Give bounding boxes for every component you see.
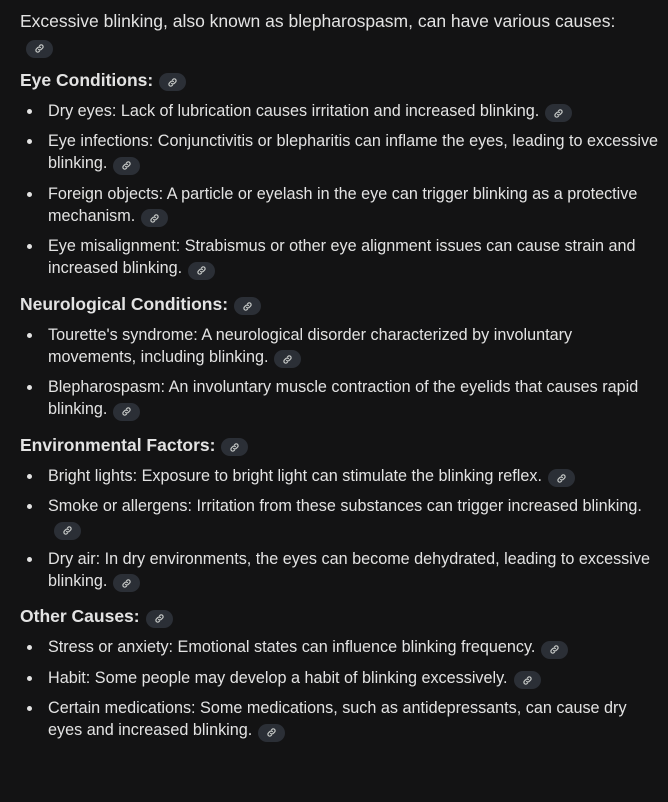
list-item-text: Dry eyes: Lack of lubrication causes irritation and increased blinking. — [48, 101, 540, 120]
intro-text: Excessive blinking, also known as blepharospasm, can have various causes: — [20, 11, 616, 31]
list-item — [20, 376, 660, 421]
section-heading — [20, 68, 660, 92]
list-item — [20, 465, 660, 488]
list-item-text: Stress or anxiety: Emotional states can influence blinking frequency. — [48, 638, 536, 656]
section-environmental-factors — [20, 433, 660, 593]
link-icon — [266, 727, 277, 738]
citation-link-button[interactable] — [514, 671, 541, 689]
link-icon — [196, 265, 207, 276]
list-item-text: Eye infections: Conjunctivitis or blepharitis can inflame the eyes, leading to excessive blinking. — [48, 132, 659, 172]
list-item-text: Eye misalignment: Strabismus or other eye alignment issues can cause strain and increased blinking. — [48, 237, 636, 277]
list-item — [20, 697, 660, 742]
citation-link-button[interactable] — [258, 724, 285, 742]
link-icon — [121, 578, 132, 589]
citation-link-button[interactable] — [146, 610, 173, 628]
citation-link-button[interactable] — [274, 350, 301, 368]
link-icon — [34, 43, 45, 54]
list-item-text: Bright lights: Exposure to bright light can stimulate the blinking reflex. — [48, 466, 542, 485]
section-heading — [20, 433, 660, 457]
link-icon — [242, 301, 253, 312]
citation-link-button[interactable] — [113, 574, 140, 592]
section-heading-text: Other Causes: — [20, 606, 140, 626]
citation-link-button[interactable] — [113, 403, 140, 421]
bullet-list — [20, 465, 660, 593]
link-icon — [556, 473, 567, 484]
list-item-text: Smoke or allergens: Irritation from these substances can trigger increased blinking. — [48, 497, 642, 515]
section-eye-conditions — [20, 68, 660, 280]
citation-link-button[interactable] — [545, 104, 572, 122]
list-item — [20, 130, 660, 175]
link-icon — [282, 354, 293, 365]
link-icon — [549, 644, 560, 655]
link-icon — [62, 525, 73, 536]
bullet-list — [20, 100, 660, 280]
section-heading — [20, 292, 660, 316]
list-item-text: Dry air: In dry environments, the eyes can become dehydrated, leading to excessive blinking. — [48, 549, 650, 590]
link-icon — [229, 442, 240, 453]
list-item — [20, 636, 660, 659]
link-icon — [149, 213, 160, 224]
link-icon — [121, 160, 132, 171]
intro-paragraph — [20, 9, 620, 58]
list-item-text: Habit: Some people may develop a habit of blinking excessively. — [48, 668, 508, 687]
list-item — [20, 324, 660, 369]
list-item-text: Foreign objects: A particle or eyelash in the eye can trigger blinking as a protective mechanism. — [48, 184, 638, 225]
list-item — [20, 495, 660, 540]
link-icon — [553, 108, 564, 119]
list-item — [20, 100, 660, 123]
section-other-causes — [20, 604, 660, 742]
list-item-text: Certain medications: Some medications, such as antidepressants, can cause dry eyes and increased blinking. — [48, 699, 627, 739]
list-item-text: Tourette's syndrome: A neurological disorder characterized by involuntary movements, including blinking. — [48, 325, 573, 366]
list-item-text: Blepharospasm: An involuntary muscle contraction of the eyelids that causes rapid blinking. — [48, 378, 639, 418]
citation-link-button[interactable] — [541, 641, 568, 659]
citation-link-button[interactable] — [221, 438, 248, 456]
citation-link-button[interactable] — [234, 297, 261, 315]
section-heading-text: Environmental Factors: — [20, 434, 216, 455]
section-neurological-conditions — [20, 292, 660, 421]
citation-link-button[interactable] — [188, 262, 215, 280]
section-heading-text: Neurological Conditions: — [20, 293, 229, 314]
bullet-list — [20, 636, 660, 742]
link-icon — [522, 675, 533, 686]
bullet-list — [20, 324, 660, 421]
list-item — [20, 667, 660, 690]
response-content — [20, 9, 660, 754]
list-item — [20, 548, 660, 593]
section-heading — [20, 604, 660, 628]
list-item — [20, 183, 660, 228]
citation-link-button[interactable] — [141, 209, 168, 227]
link-icon — [167, 77, 178, 88]
citation-link-button[interactable] — [113, 157, 140, 175]
citation-link-button[interactable] — [54, 522, 81, 540]
list-item — [20, 235, 660, 280]
citation-link-button[interactable] — [26, 40, 53, 58]
link-icon — [121, 406, 132, 417]
citation-link-button[interactable] — [159, 73, 186, 91]
citation-link-button[interactable] — [548, 469, 575, 487]
link-icon — [154, 613, 165, 624]
section-heading-text: Eye Conditions: — [20, 69, 154, 90]
